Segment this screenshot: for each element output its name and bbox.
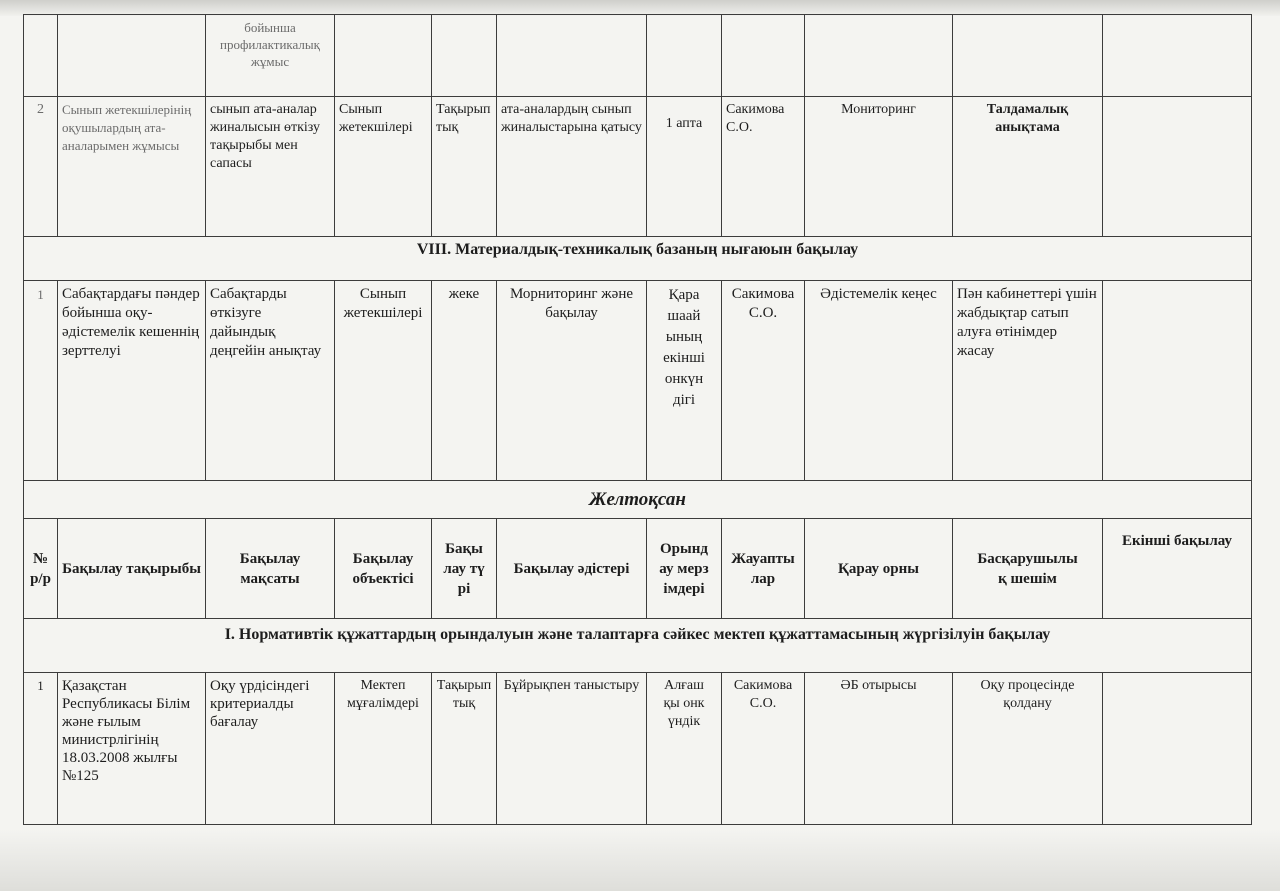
cell-period (647, 15, 722, 97)
header-method: Бақылау әдістері (497, 519, 647, 619)
cell-responsible: Сакимова С.О. (722, 281, 805, 481)
cell-responsible (722, 15, 805, 97)
cell-decision: Оқу процесінде қолдану (953, 673, 1103, 825)
cell-topic: Сынып жетекшілерінің оқушылардың ата-аналарымен жұмысы (58, 97, 206, 237)
table-row (24, 15, 1252, 97)
cell-second (1103, 281, 1252, 481)
table-row (24, 673, 1252, 825)
section-title: VIII. Материалдық-техникалық базаның нығаюын бақылау (24, 237, 1252, 281)
header-row (24, 519, 1252, 619)
cell-goal: Оқу үрдісіндегі критериалды бағалау (206, 673, 335, 825)
cell-goal: Сабақтарды өткізуге дайындық деңгейін анықтау (206, 281, 335, 481)
header-type: Бақылау түрі (432, 519, 497, 619)
header-object: Бақылау объектісі (335, 519, 432, 619)
section-title: I. Нормативтік құжаттардың орындалуын және талаптарға сәйкес мектеп құжаттамасының жүргізілуін бақылау (24, 619, 1252, 673)
cell-type: жеке (432, 281, 497, 481)
cell-num: 2 (24, 97, 58, 237)
section-row (24, 237, 1252, 281)
cell-object (335, 15, 432, 97)
control-plan-table (23, 14, 1252, 825)
cell-goal: бойынша профилактикалық жұмыс (206, 15, 335, 97)
cell-second (1103, 97, 1252, 237)
cell-num: 1 (24, 673, 58, 825)
month-row (24, 481, 1252, 519)
cell-review: Мониторинг (805, 97, 953, 237)
table-row (24, 281, 1252, 481)
cell-method: Морниторинг және бақылау (497, 281, 647, 481)
cell-num: 1 (24, 281, 58, 481)
cell-object: Сынып жетекшілері (335, 281, 432, 481)
page-bottom-shadow (0, 829, 1280, 891)
cell-goal: сынып ата-аналар жиналысын өткізу тақырыбы мен сапасы (206, 97, 335, 237)
cell-decision (953, 15, 1103, 97)
header-topic: Бақылау тақырыбы (58, 519, 206, 619)
cell-period: 1 апта (647, 97, 722, 237)
cell-topic: Сабақтардағы пәндер бойынша оқу-әдістемелік кешеннің зерттелуі (58, 281, 206, 481)
cell-period: Алғашқы онкүндік (647, 673, 722, 825)
month-title: Желтоқсан (24, 481, 1252, 519)
header-period: Орындау мерзімдері (647, 519, 722, 619)
cell-second (1103, 673, 1252, 825)
cell-review: ӘБ отырысы (805, 673, 953, 825)
cell-topic (58, 15, 206, 97)
cell-review: Әдістемелік кеңес (805, 281, 953, 481)
header-goal: Бақылау мақсаты (206, 519, 335, 619)
table-row (24, 97, 1252, 237)
cell-type: Тақырыптық (432, 97, 497, 237)
cell-second (1103, 15, 1252, 97)
cell-responsible: Сакимова С.О. (722, 673, 805, 825)
cell-review (805, 15, 953, 97)
header-second: Екінші бақылау (1103, 519, 1252, 619)
cell-num (24, 15, 58, 97)
section-row (24, 619, 1252, 673)
cell-type: Тақырыптық (432, 673, 497, 825)
header-decision: Басқарушылық шешім (953, 519, 1103, 619)
header-responsible: Жауаптылар (722, 519, 805, 619)
cell-method (497, 15, 647, 97)
cell-method: Бұйрықпен таныстыру (497, 673, 647, 825)
cell-object: Мектеп мұғалімдері (335, 673, 432, 825)
cell-responsible: Сакимова С.О. (722, 97, 805, 237)
cell-object: Сынып жетекшілері (335, 97, 432, 237)
cell-decision: Талдамалық анықтама (953, 97, 1103, 237)
cell-topic: Қазақстан Республикасы Білім және ғылым министрлігінің 18.03.2008 жылғы №125 (58, 673, 206, 825)
cell-period: Қарашаайының екінші онкүндігі (647, 281, 722, 481)
header-review: Қарау орны (805, 519, 953, 619)
cell-type (432, 15, 497, 97)
header-num: № р/р (24, 519, 58, 619)
cell-method: ата-аналардың сынып жиналыстарына қатысу (497, 97, 647, 237)
cell-decision: Пән кабинеттері үшін жабдықтар сатып алуға өтінімдер жасау (953, 281, 1103, 481)
